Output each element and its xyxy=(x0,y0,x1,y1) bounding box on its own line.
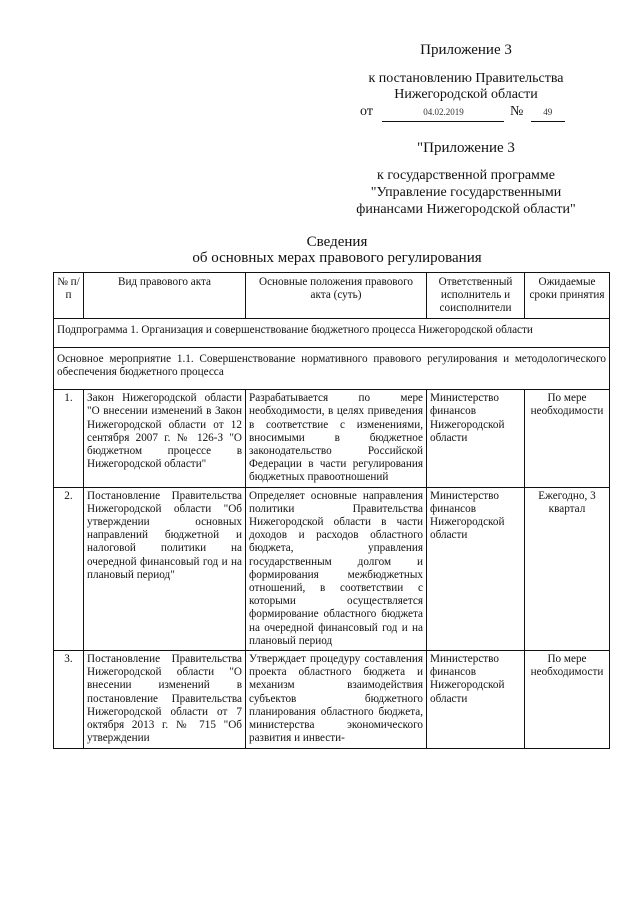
title-line1: Сведения xyxy=(306,234,368,250)
date-field xyxy=(382,103,504,122)
row-essence: Разрабатывается по мере необходимости, в целях приведения в соответствие с изменениями, вносимыми в бюджетное законодательство Российской Федерации в части регулирования бюджетных правоотношений xyxy=(246,390,427,487)
from-label: от xyxy=(360,104,373,119)
row-act: Закон Нижегородской области "О внесении изменений в Закон Нижегородской области от 12 сентября 2007 г. № 126-З "О бюджетном процессе в Нижегородской области" xyxy=(84,390,246,487)
row-num: 3. xyxy=(54,651,84,748)
col-header-executor: Ответственный исполнитель и соисполнители xyxy=(427,273,525,319)
appendix-quoted: "Приложение 3 xyxy=(417,140,515,156)
col-header-deadline: Ожидаемые сроки принятия xyxy=(525,273,610,319)
row-num: 1. xyxy=(54,390,84,487)
row-num: 2. xyxy=(54,487,84,650)
title-line2: об основных мерах правового регулирования xyxy=(192,250,482,266)
row-act: Постановление Правительства Нижегородской области "О внесении изменений в постановление Правительства Нижегородской области от 7 октября 2013 г. № 715 "Об утверждении xyxy=(84,651,246,748)
row-essence: Определяет основные направления политики Правительства Нижегородской области в части доходов и расходов областного бюджета, управления государственным долгом и формирования межбюджетных отношений, в соответствии с которыми осуществляется формирование областного бюджета на очередной финансовый год и на плановый период xyxy=(246,487,427,650)
subprogram-cell: Подпрограмма 1. Организация и совершенствование бюджетного процесса Нижегородской области xyxy=(54,318,610,347)
appendix-label: Приложение 3 xyxy=(420,42,512,58)
measures-table xyxy=(53,272,610,749)
resolution-date-number xyxy=(360,103,565,122)
program-line1: к государственной программе xyxy=(377,168,555,183)
col-header-act: Вид правового акта xyxy=(84,273,246,319)
table-row xyxy=(54,390,610,487)
row-deadline: По мере необходимости xyxy=(525,651,610,748)
table-row xyxy=(54,651,610,748)
to-resolution-line1: к постановлению Правительства xyxy=(368,71,564,86)
row-essence: Утверждает процедуру составления проекта областного бюджета и механизм взаимодействия субъектов бюджетного планирования областного бюджета, министерства экономического развития и инвести- xyxy=(246,651,427,748)
table-header-row xyxy=(54,273,610,319)
program-line3: финансами Нижегородской области" xyxy=(356,202,576,217)
subprogram-row xyxy=(54,318,610,347)
row-executor: Министерство финансов Нижегородской области xyxy=(427,390,525,487)
col-header-num: № п/п xyxy=(54,273,84,319)
row-executor: Министерство финансов Нижегородской области xyxy=(427,651,525,748)
main-activity-cell: Основное мероприятие 1.1. Совершенствование нормативного правового регулирования и методологического обеспечения бюджетного процесса xyxy=(54,347,610,389)
row-deadline: По мере необходимости xyxy=(525,390,610,487)
number-field xyxy=(531,103,565,122)
row-executor: Министерство финансов Нижегородской области xyxy=(427,487,525,650)
number-value: 49 xyxy=(543,107,553,117)
row-deadline: Ежегодно, 3 квартал xyxy=(525,487,610,650)
program-line2: "Управление государственными xyxy=(370,185,562,200)
number-sign: № xyxy=(509,104,524,119)
to-resolution-line2: Нижегородской области xyxy=(394,87,538,102)
date-value: 04.02.2019 xyxy=(423,107,464,117)
col-header-essence: Основные положения правового акта (суть) xyxy=(246,273,427,319)
table-row xyxy=(54,487,610,650)
row-act: Постановление Правительства Нижегородской области "Об утверждении основных направлений бюджетной и налоговой политики на очередной финансовый год и на плановый период" xyxy=(84,487,246,650)
main-activity-row xyxy=(54,347,610,389)
